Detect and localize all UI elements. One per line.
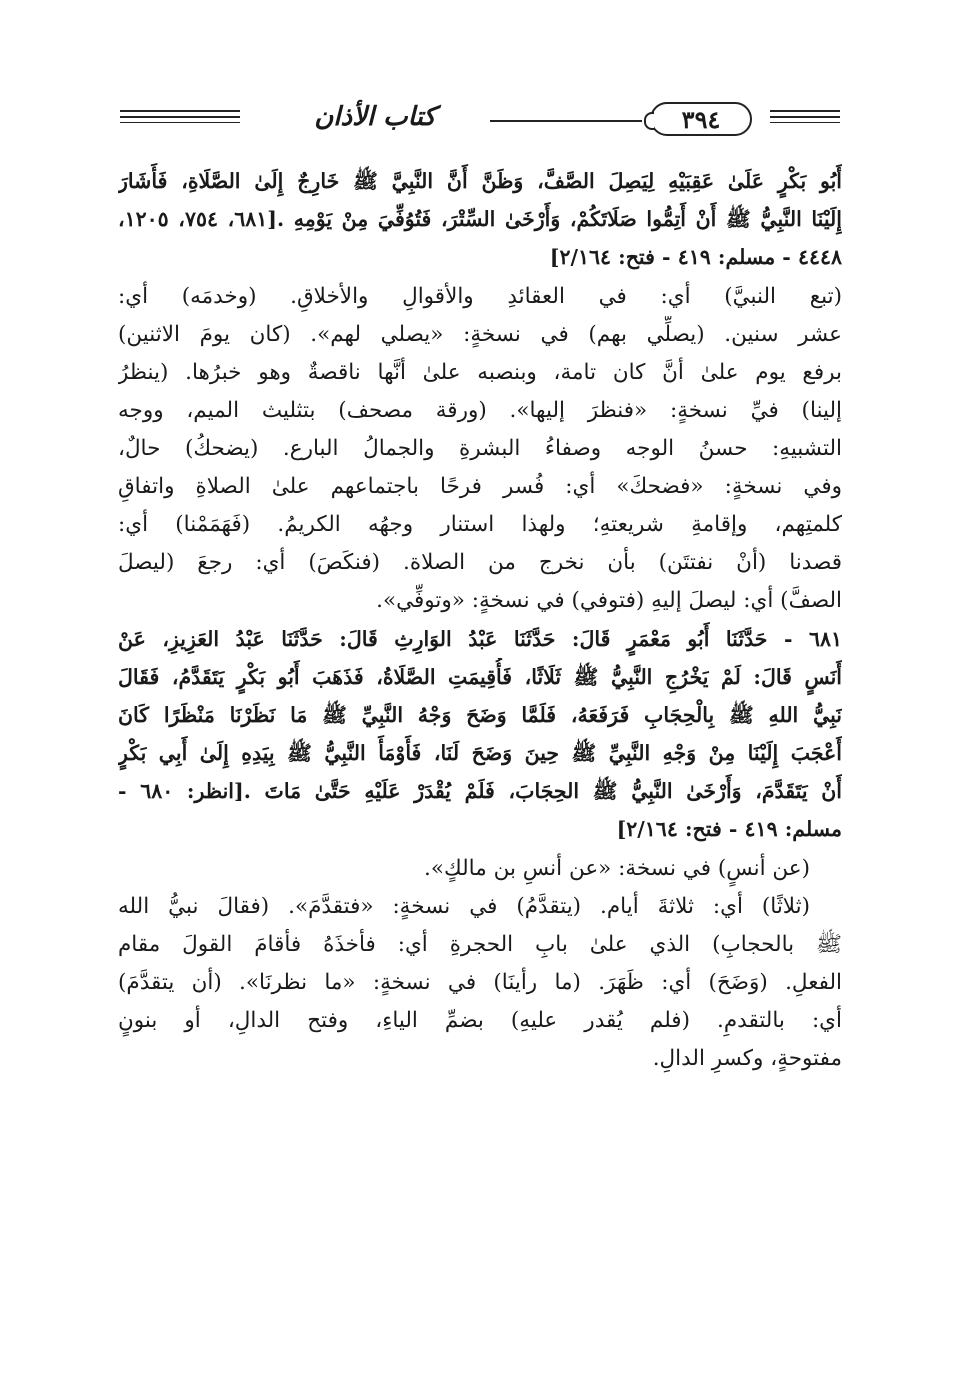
text-line: الصفَّ) أي: ليصلَ إليهِ (فتوفي) في نسخةٍ: «وتوفِّي». [376, 588, 842, 613]
text-line: أَنَسٍ قَالَ: لَمْ يَخْرُجِ النَّبِيُّ ﷺ ثَلَاثًا، فَأُقِيمَتِ الصَّلَاةُ، فَذَهَبَ أَبُو بَكْرٍ يَتَقَدَّمُ، فَقَالَ [118, 665, 842, 689]
text-line: عشر سنين. (يصلِّي بهم) في نسخةٍ: «يصلي لهم». (كان يومَ الاثنين) [118, 322, 842, 347]
header-rule-left-bottom [120, 122, 240, 123]
hadith-text-continued [118, 162, 842, 276]
commentary-681 [118, 850, 842, 1078]
text-line: أَعْجَبَ إِلَيْنَا مِنْ وَجْهِ النَّبِيِّ ﷺ حِينَ وَضَحَ لَنَا، فَأَوْمَأَ النَّبِيُّ ﷺ بِيَدِهِ إِلَىٰ أَبِي بَكْرٍ [118, 741, 842, 765]
text-line: أَنْ يَتَقَدَّمَ، وَأَرْخَىٰ النَّبِيُّ ﷺ الحِجَابَ، فَلَمْ يُقْدَرْ عَلَيْهِ حَتَّىٰ مَاتَ .[انظر: ٦٨٠ - [118, 779, 842, 803]
text-line: وفي نسخةٍ: «فضحكَ» أي: فُسر فرحًا باجتماعهم علىٰ الصلاةِ واتفاقِ [118, 474, 842, 499]
header-rule-left-mid [120, 116, 240, 118]
text-line: برفع يوم علىٰ أنَّ كان تامة، وبنصبه علىٰ أنَّها ناقصةٌ وهو خبرُها. (ينظرُ [118, 360, 842, 385]
text-line: أي: بالتقدمِ. (فلم يُقدر عليهِ) بضمِّ الياءِ، وفتح الدالِ، أو بنونٍ [118, 1008, 842, 1033]
page-header [120, 92, 840, 142]
header-rule-left-top [120, 110, 240, 112]
text-line: ﷺ بالحجابِ) الذي علىٰ بابِ الحجرةِ أي: فأخذَهُ فأقامَ القولَ مقام [118, 932, 842, 957]
text-line: إِلَيْنَا النَّبِيُّ ﷺ أَنْ أَتِمُّوا صَلَاتَكُمْ، وَأَرْخَىٰ السِّتْرَ، فَتُوُفِّيَ مِنْ يَوْمِهِ .[٦٨١، ٧٥٤، ١٢٠٥، [118, 207, 842, 231]
commentary-680 [118, 278, 842, 620]
text-line: كلمتِهم، وإقامةِ شريعتهِ؛ ولهذا استنار وجهُه الكريمُ. (فَهَمَمْنا) أي: [118, 512, 842, 537]
text-line: نَبِيُّ اللهِ ﷺ بِالْحِجَابِ فَرَفَعَهُ، فَلَمَّا وَضَحَ وَجْهُ النَّبِيِّ ﷺ مَا نَظَرْنَا مَنْظَرًا كَانَ [118, 703, 842, 727]
header-rule-center [490, 120, 642, 122]
text-line: مفتوحةٍ، وكسرِ الدالِ. [652, 1046, 842, 1071]
text-line: مسلم: ٤١٩ - فتح: ٢/١٦٤] [616, 817, 842, 841]
page-number: ٣٩٤ [650, 102, 752, 136]
book-title: كتاب الأذان [314, 102, 436, 132]
text-line: التشبيهِ: حسنُ الوجه وصفاءُ البشرةِ والجمالُ البارع. (يضحكُ) حالٌ، [118, 436, 842, 461]
hadith-681 [118, 620, 842, 848]
header-rule-right-bottom [770, 122, 840, 123]
text-line: الفعلِ. (وَضَحَ) أي: ظَهَرَ. (ما رأينَا) في نسخةٍ: «ما نظرنَا». (أن يتقدَّمَ) [118, 970, 842, 995]
text-line: أَبُو بَكْرٍ عَلَىٰ عَقِبَيْهِ لِيَصِلَ الصَّفَّ، وَظَنَّ أَنَّ النَّبِيَّ ﷺ خَارِجٌ إِلَىٰ الصَّلَاةِ، فَأَشَارَ [118, 169, 842, 193]
header-rule-right-mid [770, 116, 840, 118]
header-rule-right-top [770, 110, 840, 112]
text-line: إلينا) فيِّ نسخةٍ: «فنظرَ إليها». (ورقة مصحف) بتثليث الميم، ووجه [118, 398, 842, 423]
text-line: (تبع النبيَّ) أي: في العقائدِ والأقوالِ والأخلاقِ. (وخدمَه) أي: [118, 284, 842, 309]
page-body [118, 162, 842, 1078]
text-line: قصدنا (أنْ نفتتَن) بأن نخرج من الصلاة. (فنكَصَ) أي: رجعَ (ليصلَ [118, 550, 842, 575]
text-line: (ثلاثًا) أي: ثلاثةَ أيام. (يتقدَّمُ) في نسخةٍ: «فتقدَّمَ». (فقالَ نبيُّ الله [118, 894, 810, 919]
text-line: ٤٤٤٨ - مسلم: ٤١٩ - فتح: ٢/١٦٤] [549, 245, 842, 269]
text-line: (عن أنسٍ) في نسخة: «عن أنسِ بن مالكٍ». [424, 856, 810, 881]
text-line: ٦٨١ - حَدَّثَنَا أَبُو مَعْمَرٍ قَالَ: حَدَّثَنَا عَبْدُ الوَارِثِ قَالَ: حَدَّثَنَا عَبْدُ العَزِيزِ، عَنْ [118, 627, 842, 651]
